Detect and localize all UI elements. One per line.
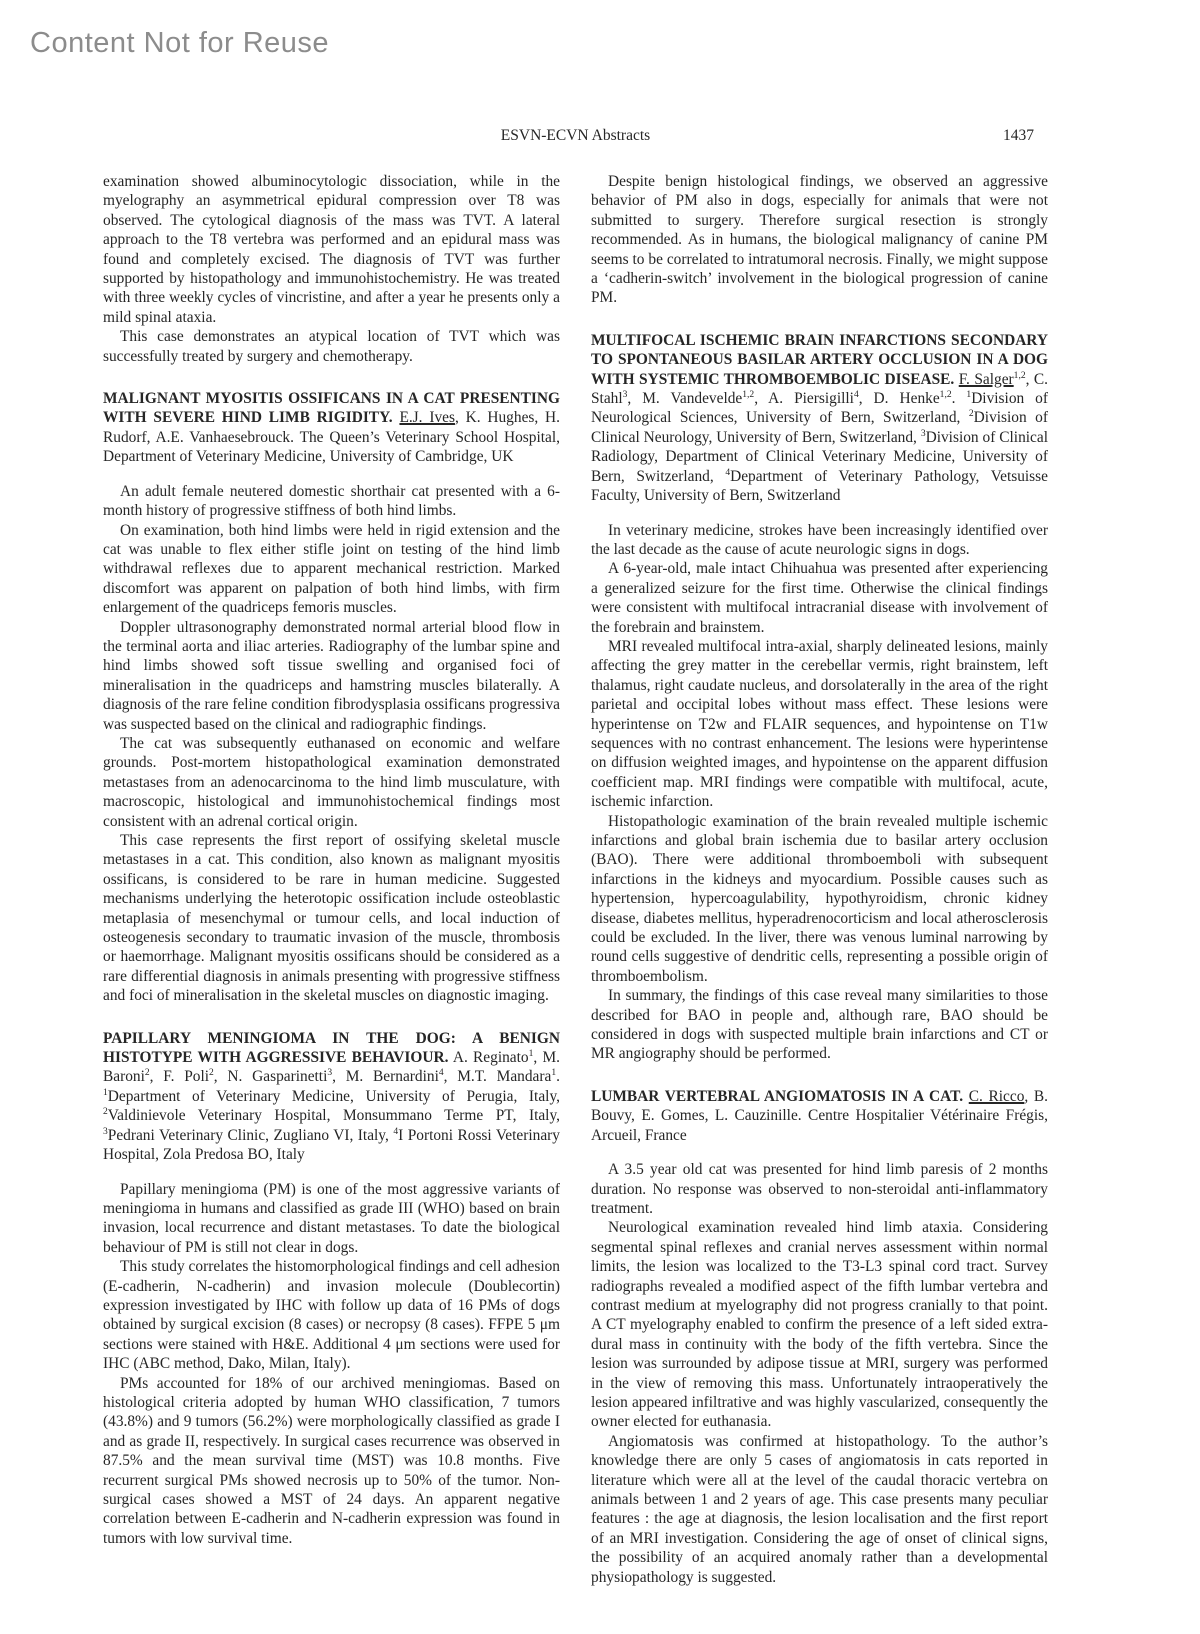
left-column [103, 172, 560, 1587]
paragraph: This case demonstrates an atypical location of TVT which was successfully treated by surgery and chemotherapy. [103, 328, 560, 365]
authors-affiliations-text: , C. Stahl [591, 370, 1048, 408]
paragraph: PMs accounted for 18% of our archived meningiomas. Based on histological criteria adopted by human WHO classification, 7 tumors (43.8%) and 9 tumors (56.2%) were morphologically classified as grade I and as grade II, respectively. In surgical cases recurrence was observed in 87.5% and the mean survival time (MST) was 10.8 months. Five recurrent surgical PMs showed necrosis up to 50% of the tumor. Non-surgical cases showed a MST of 24 days. An apparent negative correlation between E-cadherin and N-cadherin expression was found in tumors with low survival time. [103, 1374, 560, 1547]
authors-affiliations-text: Division of Neurological Sciences, University of Bern, Switzerland, [591, 390, 1049, 427]
authors-affiliations-text: , N. Gasparinetti [213, 1068, 328, 1086]
affiliation-superscript: 3 [327, 1067, 333, 1079]
paragraph: Neurological examination revealed hind limb ataxia. Considering segmental spinal reflexes and cranial nerves assessment within normal limits, the lesion was localized to the T3-L3 spinal cord tract. Survey radiographs revealed a modified aspect of the fifth lumbar vertebra and contrast medium at myelography did not progress cranially to that point. A CT myelography enabled to confirm the presence of a left sided extra-dural mass in continuity with the body of the fifth vertebra. Since the lesion was surrounded by adipose tissue at MRI, surgery was performed in the view of removing this mass. Unfortunately intraoperatively the lesion appeared infiltrative and was highly vascularized, consequently the owner elected for euthanasia. [591, 1219, 1048, 1431]
abstract-block [103, 389, 560, 1006]
content-columns [103, 172, 1048, 1587]
page-number: 1437 [1003, 127, 1034, 144]
abstract-block [591, 1087, 1048, 1587]
affiliation-superscript: 4 [393, 1125, 399, 1137]
paragraph: Histopathologic examination of the brain revealed multiple ischemic infarctions and global brain ischemia due to basilar artery occlusion (BAO). There were additional thromboemboli with subsequent infarctions in the kidneys and myocardium. Possible causes such as hypertension, hypercoagulability, hypothyroidism, chronic kidney disease, diabetes mellitus, hyperadrenocorticism and local atherosclerosis could be excluded. In the liver, there was venous luminal narrowing by round cells suggestive of dendritic cells, representing a possible origin of thromboembolism. [591, 812, 1048, 985]
presenting-author: E.J. Ives [399, 409, 455, 427]
running-head-title: ESVN-ECVN Abstracts [500, 127, 651, 144]
paragraph: Doppler ultrasonography demonstrated normal arterial blood flow in the terminal aorta and iliac arteries. Radiography of the lumbar spine and hind limbs showed soft tissue swelling and organised foci of mineralisation in the quadriceps and hamstring muscles bilaterally. A diagnosis of the rare feline condition fibrodysplasia ossificans progressiva was suspected based on the clinical and radiographic findings. [103, 618, 560, 733]
affiliation-superscript: 2 [209, 1067, 214, 1079]
abstract-heading [591, 1087, 1048, 1145]
authors-affiliations-text: A. Reginato [448, 1049, 529, 1067]
authors-affiliations-text: , M. Bernardini [332, 1068, 439, 1086]
affiliation-superscript: 3 [920, 427, 926, 439]
affiliation-superscript: 1 [103, 1086, 108, 1098]
affiliation-superscript: 1 [528, 1047, 534, 1059]
authors-affiliations-text: Department of Veterinary Pathology, Vetsuisse Faculty, University of Bern, Switzerland [591, 467, 1048, 505]
paragraph: This case represents the first report of ossifying skeletal muscle metastases in a cat. This condition, also known as malignant myositis ossificans, is considered to be rare in human medicine. Suggested mechanisms underlying the heterotopic ossification include osteoblastic metaplasia of mesenchymal or tumour cells, and local induction of osteogenesis secondary to traumatic invasion of the muscle, thrombosis or haemorrhage. Malignant myositis ossificans should be considered as a rare differential diagnosis in animals presenting with progressive stiffness and foci of mineralisation in the skeletal muscles on diagnostic imaging. [103, 832, 560, 1005]
affiliation-superscript: 1 [551, 1067, 557, 1079]
continuation-block [103, 172, 560, 366]
affiliation-superscript: 2 [103, 1106, 108, 1118]
affiliation-superscript: 4 [725, 466, 731, 478]
authors-affiliations-text: . [951, 390, 967, 408]
affiliation-superscript: 2 [144, 1067, 150, 1079]
authors-affiliations-text: , B. Bouvy, E. Gomes, L. Cauzinille. Centre Hospitalier Vétérinaire Frégis, Arcueil, France [591, 1087, 1048, 1144]
paragraph: A 3.5 year old cat was presented for hind limb paresis of 2 months duration. No response was observed to non-steroidal anti-inflammatory treatment. [591, 1161, 1048, 1217]
affiliation-superscript: 1 [966, 388, 972, 400]
authors-affiliations-text: Pedrani Veterinary Clinic, Zugliano VI, Italy, [107, 1126, 394, 1144]
abstract-heading [103, 1029, 560, 1165]
authors-affiliations-text: , M. Vandevelde [627, 390, 743, 408]
affiliation-superscript: 1,2 [742, 388, 755, 400]
authors-affiliations-text: , M.T. Mandara [443, 1068, 552, 1086]
authors-affiliations-text: , D. Henke [858, 390, 940, 408]
affiliation-superscript: 1,2 [939, 388, 952, 400]
abstract-title: MALIGNANT MYOSITIS OSSIFICANS IN A CAT PRESENTING WITH SEVERE HIND LIMB RIGIDITY. [103, 390, 560, 427]
page-header [103, 127, 1048, 147]
authors-affiliations-text: I Portoni Rossi Veterinary Hospital, Zola Predosa BO, Italy [103, 1126, 560, 1164]
affiliation-superscript: 4 [438, 1067, 444, 1079]
authors-affiliations-text: Division of Clinical Radiology, Department of Clinical Veterinary Medicine, University of Bern, Switzerland, [591, 428, 1048, 485]
authors-affiliations-text: . [556, 1068, 560, 1086]
paragraph: MRI revealed multifocal intra-axial, sharply delineated lesions, mainly affecting the grey matter in the cerebellar vermis, right brainstem, left thalamus, right caudate nucleus, and dorsolaterally in the area of the right parietal and occipital lobes without mass effect. These lesions were hyperintense on T2w and FLAIR sequences, and hypointense on T1w sequences with no contrast enhancement. The lesions were hyperintense on diffusion weighted images, and hypointense on the apparent diffusion coefficient map. MRI findings were compatible with multifocal, acute, ischemic infarction. [591, 637, 1048, 811]
abstract-heading [103, 389, 560, 467]
paragraph: Papillary meningioma (PM) is one of the most aggressive variants of meningioma in humans and classified as grade III (WHO) based on brain invasion, local recurrence and distant metastases. To date the biological behaviour of PM is still not clear in dogs. [103, 1180, 560, 1256]
affiliation-superscript: 3 [103, 1125, 108, 1137]
continuation-block [591, 172, 1048, 308]
paragraph: An adult female neutered domestic shorthair cat presented with a 6-month history of progressive stiffness of both hind limbs. [103, 482, 560, 520]
paragraph: On examination, both hind limbs were held in rigid extension and the cat was unable to flex either stifle joint on testing of the hind limb withdrawal reflexes due to apparent mechanical restriction. Marked discomfort was apparent on palpation of both hind limbs, with firm enlargement of the quadriceps femoris muscles. [103, 521, 560, 617]
authors-affiliations-text: , A. Piersigilli [754, 390, 854, 408]
paragraph: The cat was subsequently euthanased on economic and welfare grounds. Post-mortem histopathological examination demonstrated metastases from an adenocarcinoma to the hind limb musculature, with macroscopic, histological and immunohistochemical findings most consistent with an adrenal cortical origin. [103, 734, 560, 830]
abstract-block [103, 1029, 560, 1549]
watermark-text: Content Not for Reuse [30, 27, 330, 59]
abstract-block [591, 331, 1048, 1064]
abstract-title: LUMBAR VERTEBRAL ANGIOMATOSIS IN A CAT. [591, 1087, 964, 1105]
affiliation-superscript: 1,2 [1013, 369, 1026, 381]
authors-affiliations-text: Department of Veterinary Medicine, University of Perugia, Italy, [107, 1087, 560, 1105]
abstract-title: MULTIFOCAL ISCHEMIC BRAIN INFARCTIONS SECONDARY TO SPONTANEOUS BASILAR ARTERY OCCLUSION IN A DOG WITH SYSTEMIC THROMBOEMBOLIC DISEASE. [591, 331, 1048, 388]
affiliation-superscript: 2 [968, 408, 974, 420]
authors-affiliations-text: Division of Clinical Neurology, University of Bern, Switzerland, [591, 409, 1049, 446]
right-column [591, 172, 1048, 1587]
presenting-author: C. Ricco [968, 1087, 1025, 1105]
paragraph: examination showed albuminocytologic dissociation, while in the myelography an asymmetrical epidural compression over T8 was observed. The cytological diagnosis of the mass was TVT. A lateral approach to the T8 vertebra was performed and an epidural mass was found and completely excised. The diagnosis of TVT was further supported by histopathology and immunohistochemistry. He was treated with three weekly cycles of vincristine, and after a year he presents only a mild spinal ataxia. [103, 173, 560, 326]
authors-affiliations-text: , K. Hughes, H. Rudorf, A.E. Vanhaesebrouck. The Queen’s Veterinary School Hospital, Department of Veterinary Medicine, University of Cambridge, UK [103, 409, 561, 466]
authors-affiliations-text: , M. Baroni [103, 1049, 560, 1086]
abstract-heading [591, 331, 1048, 506]
presenting-author: F. Salger [958, 370, 1014, 388]
affiliation-superscript: 4 [853, 388, 859, 400]
paragraph: In summary, the findings of this case reveal many similarities to those described for BAO in people and, although rare, BAO should be considered in dogs with suspected multiple brain infarctions and CT or MR angiography should be performed. [591, 987, 1048, 1063]
paragraph: In veterinary medicine, strokes have been increasingly identified over the last decade as the cause of acute neurologic signs in dogs. [591, 521, 1048, 558]
abstract-title: PAPILLARY MENINGIOMA IN THE DOG: A BENIGN HISTOTYPE WITH AGGRESSIVE BEHAVIOUR. [103, 1029, 560, 1067]
affiliation-superscript: 3 [622, 388, 628, 400]
paragraph: This study correlates the histomorphological findings and cell adhesion (E-cadherin, N-cadherin) and invasion molecule (Doublecortin) expression investigated by IHC with follow up data of 16 PMs of dogs obtained by surgical excision (8 cases) or necropsy (8 cases). FFPE 5 μm sections were stained with H&E. Additional 4 μm sections were used for IHC (ABC method, Dako, Milan, Italy). [103, 1258, 560, 1373]
paragraph: Despite benign histological findings, we observed an aggressive behavior of PM also in dogs, especially for animals that were not submitted to surgery. Therefore surgical resection is strongly recommended. As in humans, the biological malignancy of canine PM seems to be correlated to intratumoral necrosis. Finally, we might suppose a ‘cadherin-switch’ involvement in the biological progression of canine PM. [591, 173, 1048, 307]
authors-affiliations-text: , F. Poli [149, 1068, 210, 1086]
authors-affiliations-text: Valdinievole Veterinary Hospital, Monsummano Terme PT, Italy, [107, 1107, 560, 1125]
paragraph: Angiomatosis was confirmed at histopathology. To the author’s knowledge there are only 5 cases of angiomatosis in cats reported in literature which were all at the level of the caudal thoracic vertebra on animals between 1 and 2 years of age. This case presents many peculiar features : the age at diagnosis, the lesion localisation and the first report of an MRI investigation. Considering the age of onset of clinical signs, the possibility of an acquired anomaly rather than a developmental physiopathology is suggested. [591, 1432, 1048, 1586]
paragraph: A 6-year-old, male intact Chihuahua was presented after experiencing a generalized seizure for the first time. Otherwise the clinical findings were consistent with multifocal intracranial disease with involvement of the forebrain and brainstem. [591, 560, 1048, 636]
